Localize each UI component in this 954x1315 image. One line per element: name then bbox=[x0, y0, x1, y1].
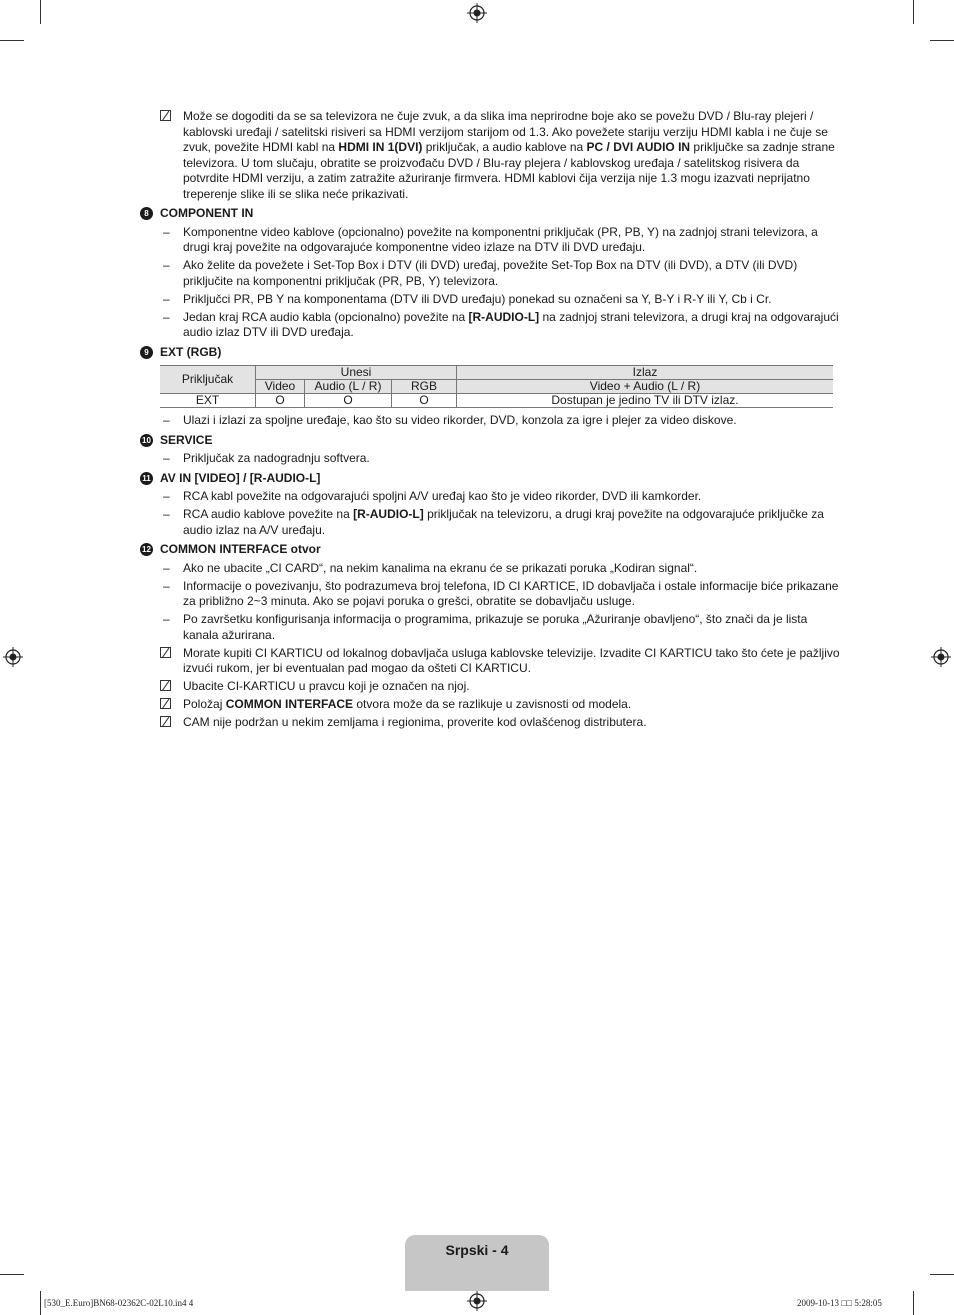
note-text: CAM nije podržan u nekim zemljama i regionima, proverite kod ovlašćenog distributera. bbox=[183, 715, 647, 729]
list-item-text: Priključci PR, PB Y na komponentama (DTV ili DVD uređaju) ponekad su označeni sa Y, B-Y i R-Y ili Y, Cb i Cr. bbox=[183, 291, 772, 306]
registration-mark-icon bbox=[3, 647, 23, 667]
page-content bbox=[140, 109, 840, 733]
list-item-text: Ako ne ubacite „CI CARD“, na nekim kanalima na ekranu će se prikazati poruka „Kodiran signal“. bbox=[183, 560, 698, 575]
list-item-text: Ulazi i izlazi za spoljne uređaje, kao što su video rikorder, DVD, konzola za igre i plejer za video diskove. bbox=[183, 413, 737, 427]
section-title: SERVICE bbox=[160, 432, 213, 447]
table-cell: O bbox=[256, 394, 305, 408]
list-item: – Priključci PR, PB Y na komponentama (DTV ili DVD uređaju) ponekad su označeni sa Y, B-Y i R-Y ili Y, Cb i Cr. bbox=[163, 291, 772, 306]
list-item-text: Informacije o povezivanju, što podrazumeva broj telefona, ID CI KARTICE, ID dobavljača i ostale informacije biće prikazane za približno 2~3 minuta. Ako se pojavi poruka o grešci, obratite se dobavljaču usluge. bbox=[183, 578, 839, 608]
crop-mark bbox=[40, 1291, 41, 1315]
crop-mark bbox=[0, 1274, 24, 1275]
registration-mark-icon bbox=[467, 1291, 487, 1311]
ext-connection-table bbox=[160, 365, 833, 408]
section-number-badge: 11 bbox=[140, 472, 153, 485]
section-title: COMPONENT IN bbox=[160, 206, 254, 220]
table-subheader-audio: Audio (L / R) bbox=[305, 380, 392, 394]
section-number-badge: 12 bbox=[140, 543, 153, 556]
list-item: – Ulazi i izlazi za spoljne uređaje, kao što su video rikorder, DVD, konzola za igre i plejer za video diskove. bbox=[163, 413, 737, 427]
list-item: – Priključak za nadogradnju softvera. bbox=[163, 451, 370, 465]
section-heading-component bbox=[140, 206, 840, 222]
note-icon bbox=[160, 647, 171, 658]
list-item: – Ako želite da povežete i Set-Top Box i DTV (ili DVD) uređaj, povežite Set-Top Box na DTV (ili DVD), a DTV (ili DVD) priključite na komponentni priključak (PR, PB, Y) televizora. bbox=[163, 258, 798, 288]
crop-mark bbox=[913, 0, 914, 24]
list-item: – Po završetku konfigurisanja informacija o programima, prikazuje se poruka „Ažuriranje obavljeno“, što znači da je lista kanala ažurirana. bbox=[163, 612, 808, 642]
note-text: Ubacite CI-KARTICU u pravcu koji je označen na njoj. bbox=[183, 679, 470, 693]
note-icon bbox=[160, 110, 171, 121]
list-item-text: Ako želite da povežete i Set-Top Box i DTV (ili DVD) uređaj, povežite Set-Top Box na DTV (ili DVD), a DTV (ili DVD) priključite na komponentni priključak (PR, PB, Y) televizora. bbox=[183, 258, 798, 288]
section-heading-av-in bbox=[140, 471, 840, 487]
list-item-text: RCA kabl povežite na odgovarajući spoljni A/V uređaj kao što je video rikorder, DVD ili kamkorder. bbox=[183, 489, 702, 503]
note-hdmi-version bbox=[140, 109, 840, 202]
section-number-badge: 9 bbox=[140, 346, 153, 359]
list-item: – Komponentne video kablove (opcionalno) povežite na komponentni priključak (PR, PB, Y) na zadnjoj strani televizora, a drugi kraj povežite na odgovarajuće komponentne video izlaze na DTV ili DVD uređaju. bbox=[163, 224, 818, 254]
note-item bbox=[140, 646, 840, 677]
list-item-text: Komponentne video kablove (opcionalno) povežite na komponentni priključak (PR, PB, Y) na zadnjoj strani televizora, a drugi kraj povežite na odgovarajuće komponentne video izlaze na DTV ili DVD uređaju. bbox=[183, 224, 818, 254]
table-subheader-output: Video + Audio (L / R) bbox=[457, 380, 834, 394]
table-cell: Dostupan je jedino TV ili DTV izlaz. bbox=[457, 394, 834, 408]
table-subheader-video: Video bbox=[256, 380, 305, 394]
section-number-badge: 10 bbox=[140, 434, 153, 447]
note-icon bbox=[160, 698, 171, 709]
print-slug-left: [530_E.Euro]BN68-02362C-02L10.in4 4 bbox=[44, 1298, 194, 1308]
crop-mark bbox=[40, 0, 41, 24]
section-title: COMMON INTERFACE otvor bbox=[160, 542, 321, 556]
note-text: Može se dogoditi da se sa televizora ne čuje zvuk, a da slika ima neprirodne boje ako se povežu DVD / Blu-ray plejeri / kablovski uređaji / satelitski risiveri sa HDMI verzijom starijom od 1.3. Ako povežete stariju verziju HDMI kabla i ne čuje se zvuk, povežite HDMI kabl na HDMI IN 1(DVI) priključak, a audio kablove na PC / DVI AUDIO IN priključke sa zadnje strane televizora. U tom slučaju, obratite se proizvođaču DVD / Blu-ray plejera / kablovskog uređaja / satelitskog risivera da potvrdite HDMI verziju, a zatim zatražite ažuriranje firmvera. HDMI kablovi čija verzija nije 1.3 mogu izazvati neprijatno treperenje slike ili se slika neće prikazivati. bbox=[183, 109, 835, 201]
note-item bbox=[140, 715, 840, 731]
section-heading-ext bbox=[140, 345, 840, 361]
section-title: AV IN [VIDEO] / [R-AUDIO-L] bbox=[160, 470, 321, 485]
list-item-text: Jedan kraj RCA audio kabla (opcionalno) povežite na [R-AUDIO-L] na zadnjoj strani televizora, a drugi kraj na odgovarajući audio izlaz DTV ili DVD uređaja. bbox=[183, 309, 839, 339]
note-text: Položaj COMMON INTERFACE otvora može da se razlikuje u zavisnosti od modela. bbox=[183, 697, 632, 711]
table-cell: O bbox=[392, 394, 457, 408]
table-header-prikljucak: Priključak bbox=[160, 366, 256, 394]
print-slug-right: 2009-10-13 □□ 5:28:05 bbox=[797, 1298, 882, 1308]
list-item-text: Po završetku konfigurisanja informacija o programima, prikazuje se poruka „Ažuriranje obavljeno“, što znači da je lista kanala ažurirana. bbox=[183, 612, 808, 642]
crop-mark bbox=[930, 40, 954, 41]
list-item: – Ako ne ubacite „CI CARD“, na nekim kanalima na ekranu će se prikazati poruka „Kodiran signal“. bbox=[163, 560, 698, 575]
section-title: EXT (RGB) bbox=[160, 344, 222, 359]
note-item bbox=[140, 679, 840, 695]
registration-mark-icon bbox=[467, 3, 487, 23]
note-item bbox=[140, 697, 840, 713]
note-icon bbox=[160, 716, 171, 727]
table-subheader-rgb: RGB bbox=[392, 380, 457, 394]
table-cell: EXT bbox=[160, 394, 256, 408]
list-item: – Jedan kraj RCA audio kabla (opcionalno) povežite na [R-AUDIO-L] na zadnjoj strani televizora, a drugi kraj na odgovarajući audio izlaz DTV ili DVD uređaja. bbox=[163, 309, 839, 339]
page-number-label: Srpski - 4 bbox=[445, 1242, 509, 1258]
note-text: Morate kupiti CI KARTICU od lokalnog dobavljača usluga kablovske televizije. Izvadite CI KARTICU tako što ćete je pažljivo izvući rukom, jer bi eventualan pad mogao da ošteti CI KARTICU. bbox=[183, 645, 840, 675]
registration-mark-icon bbox=[931, 647, 951, 667]
list-item-text: Priključak za nadogradnju softvera. bbox=[183, 451, 370, 465]
page-number-tab bbox=[405, 1235, 549, 1291]
table-row bbox=[160, 394, 833, 408]
table-header-unesi: Unesi bbox=[256, 366, 457, 380]
list-item: – RCA audio kablove povežite na [R-AUDIO-L] priključak na televizoru, a drugi kraj povežite na odgovarajuće priključke za audio izlaz na A/V uređaju. bbox=[163, 507, 824, 537]
crop-mark bbox=[0, 40, 24, 41]
section-heading-common-interface bbox=[140, 542, 840, 558]
crop-mark bbox=[930, 1274, 954, 1275]
section-heading-service bbox=[140, 433, 840, 449]
section-number-badge: 8 bbox=[140, 207, 153, 220]
table-header-izlaz: Izlaz bbox=[457, 366, 834, 380]
list-item: – RCA kabl povežite na odgovarajući spoljni A/V uređaj kao što je video rikorder, DVD ili kamkorder. bbox=[163, 489, 702, 503]
note-icon bbox=[160, 680, 171, 691]
list-item-text: RCA audio kablove povežite na [R-AUDIO-L] priključak na televizoru, a drugi kraj povežite na odgovarajuće priključke za audio izlaz na A/V uređaju. bbox=[183, 507, 824, 537]
list-item: – Informacije o povezivanju, što podrazumeva broj telefona, ID CI KARTICE, ID dobavljača i ostale informacije biće prikazane za približno 2~3 minuta. Ako se pojavi poruka o grešci, obratite se dobavljaču usluge. bbox=[163, 578, 839, 608]
table-cell: O bbox=[305, 394, 392, 408]
crop-mark bbox=[913, 1291, 914, 1315]
